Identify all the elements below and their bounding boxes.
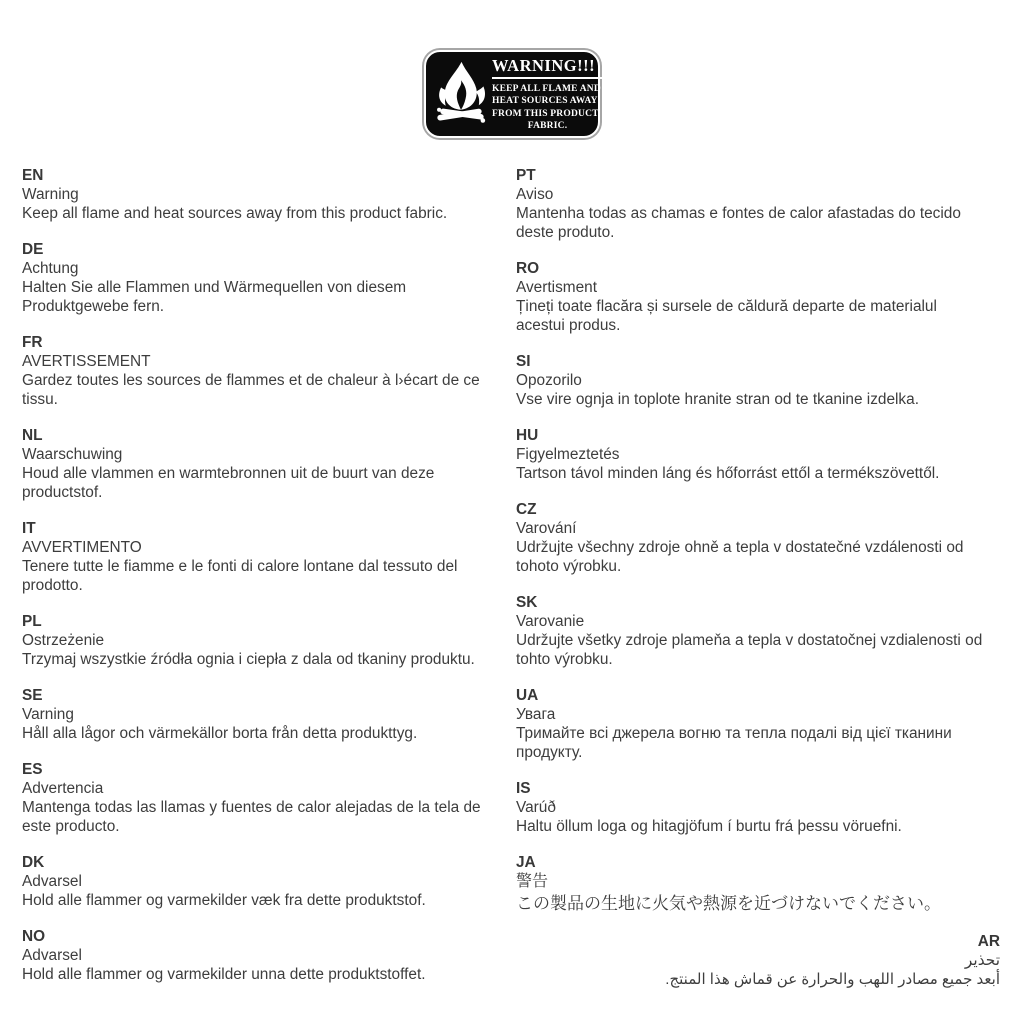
lang-text-line: продукту.	[516, 744, 583, 761]
lang-section-sk	[516, 593, 1000, 669]
lang-code: SI	[516, 353, 531, 370]
lang-section-ja	[516, 853, 1000, 915]
lang-code: IS	[516, 780, 531, 797]
lang-code: NO	[22, 928, 46, 945]
lang-code: PT	[516, 167, 536, 184]
lang-section-se	[22, 686, 494, 743]
lang-code: JA	[516, 854, 536, 871]
lang-title: Waarschuwing	[22, 446, 123, 463]
lang-text-line: Gardez toutes les sources de flammes et de chaleur à l›écart de ce	[22, 372, 480, 389]
lang-title: Advertencia	[22, 780, 104, 797]
lang-section-dk	[22, 853, 494, 910]
lang-section-ro	[516, 259, 1000, 335]
lang-code: ES	[22, 761, 43, 778]
warning-badge-line: FABRIC.	[527, 121, 568, 131]
lang-text-line: Țineți toate flacăra și sursele de căldură departe de materialul	[516, 298, 937, 315]
warning-badge-line: HEAT SOURCES AWAY	[492, 96, 598, 106]
lang-title: Achtung	[22, 260, 79, 277]
lang-code: DK	[22, 854, 45, 871]
column-right	[516, 166, 1000, 1006]
campfire-icon	[434, 59, 490, 129]
lang-section-cz	[516, 500, 1000, 576]
lang-text-line: Tartson távol minden láng és hőforrást ettől a termékszövettől.	[516, 465, 940, 482]
lang-title: 警告	[516, 873, 549, 890]
lang-text-line: deste produto.	[516, 224, 615, 241]
lang-text-line: Mantenha todas as chamas e fontes de calor afastadas do tecido	[516, 205, 961, 222]
lang-text-line: tissu.	[22, 391, 58, 408]
lang-text-line: Keep all flame and heat sources away from this product fabric.	[22, 205, 448, 222]
lang-text-line: この製品の生地に火気や熱源を近づけないでください。	[516, 894, 941, 913]
lang-title: Varování	[516, 520, 577, 537]
lang-text-line: Mantenga todas las llamas y fuentes de calor alejadas de la tela de	[22, 799, 481, 816]
lang-title: تحذير	[964, 952, 1000, 969]
lang-title: Varúð	[516, 799, 556, 816]
lang-title: Figyelmeztetés	[516, 446, 620, 463]
lang-section-hu	[516, 426, 1000, 483]
lang-text-line: Hold alle flammer og varmekilder væk fra dette produktstof.	[22, 892, 426, 909]
lang-code: PL	[22, 613, 42, 630]
lang-text-line: productstof.	[22, 484, 103, 501]
lang-section-nl	[22, 426, 494, 502]
lang-text-line: أبعد جميع مصادر اللهب والحرارة عن قماش هذا المنتج.	[665, 971, 1000, 988]
lang-text-line: este producto.	[22, 818, 120, 835]
lang-text-line: Udržujte všetky zdroje plameňa a tepla v dostatočnej vzdialenosti od	[516, 632, 983, 649]
lang-title: Opozorilo	[516, 372, 582, 389]
lang-text-line: Тримайте всі джерела вогню та тепла подалі від цієї тканини	[516, 725, 952, 742]
lang-text-line: Håll alla lågor och värmekällor borta från detta produkttyg.	[22, 725, 418, 742]
lang-section-pl	[22, 612, 494, 669]
lang-code: SE	[22, 687, 43, 704]
lang-text-line: acestui produs.	[516, 317, 621, 334]
lang-section-fr	[22, 333, 494, 409]
lang-text-line: Haltu öllum loga og hitagjöfum í burtu frá þessu vöruefni.	[516, 818, 902, 835]
lang-section-is	[516, 779, 1000, 836]
lang-code: CZ	[516, 501, 537, 518]
lang-text-line: tohto výrobku.	[516, 651, 613, 668]
lang-section-ua	[516, 686, 1000, 762]
lang-section-de	[22, 240, 494, 316]
lang-section-si	[516, 352, 1000, 409]
lang-section-no	[22, 927, 494, 984]
warning-badge-line: KEEP ALL FLAME AND	[492, 83, 601, 94]
lang-section-ar	[516, 932, 1000, 989]
lang-code: RO	[516, 260, 540, 277]
warning-badge-line: FROM THIS PRODUCT	[492, 108, 599, 119]
lang-text-line: Halten Sie alle Flammen und Wärmequellen von diesem	[22, 279, 407, 296]
lang-code: IT	[22, 520, 36, 537]
lang-code: EN	[22, 167, 44, 184]
lang-text-line: Udržujte všechny zdroje ohně a tepla v dostatečné vzdálenosti od	[516, 539, 964, 556]
warning-badge-title: WARNING!!!	[492, 56, 603, 79]
warning-badge-text	[490, 56, 603, 133]
lang-text-line: Tenere tutte le fiamme e le fonti di calore lontane dal tessuto del	[22, 558, 458, 575]
column-left	[22, 166, 494, 1006]
lang-section-es	[22, 760, 494, 836]
lang-title: Aviso	[516, 186, 554, 203]
lang-title: Varovanie	[516, 613, 585, 630]
lang-title: Advarsel	[22, 873, 82, 890]
lang-title: Advarsel	[22, 947, 82, 964]
lang-code: HU	[516, 427, 539, 444]
warning-badge	[424, 50, 600, 138]
lang-code: SK	[516, 594, 538, 611]
lang-text-line: Trzymaj wszystkie źródła ognia i ciepła z dala od tkaniny produktu.	[22, 651, 475, 668]
lang-code: DE	[22, 241, 44, 258]
lang-text-line: Vse vire ognja in toplote hranite stran od te tkanine izdelka.	[516, 391, 919, 408]
lang-section-en	[22, 166, 494, 223]
lang-section-pt	[516, 166, 1000, 242]
lang-code: UA	[516, 687, 539, 704]
lang-code: AR	[977, 933, 1000, 950]
lang-text-line: Houd alle vlammen en warmtebronnen uit de buurt van deze	[22, 465, 435, 482]
lang-text-line: tohoto výrobku.	[516, 558, 622, 575]
lang-text-line: Produktgewebe fern.	[22, 298, 165, 315]
lang-title: Avertisment	[516, 279, 597, 296]
language-columns	[0, 166, 1024, 1006]
lang-title: AVVERTIMENTO	[22, 539, 142, 556]
lang-code: FR	[22, 334, 43, 351]
lang-section-it	[22, 519, 494, 595]
lang-title: Ostrzeżenie	[22, 632, 105, 649]
lang-title: Warning	[22, 186, 79, 203]
lang-title: Varning	[22, 706, 74, 723]
lang-code: NL	[22, 427, 43, 444]
lang-text-line: prodotto.	[22, 577, 83, 594]
lang-text-line: Hold alle flammer og varmekilder unna dette produktstoffet.	[22, 966, 426, 983]
lang-title: AVERTISSEMENT	[22, 353, 151, 370]
lang-title: Увага	[516, 706, 556, 723]
